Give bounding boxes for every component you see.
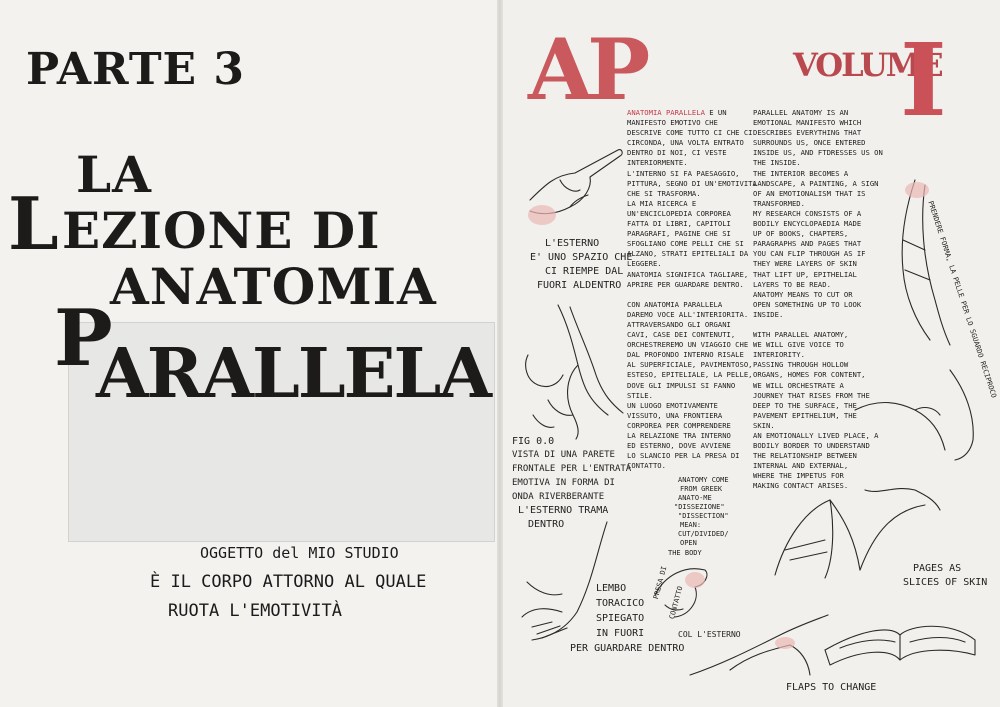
greek-note-5: "DISSECTION" bbox=[678, 512, 729, 520]
presa-note-3: COL L'ESTERNO bbox=[678, 630, 741, 639]
greek-note-3: ANATO-ME bbox=[678, 494, 712, 502]
figure-caption-2: VISTA DI UNA PARETE bbox=[512, 450, 615, 460]
ap-logo: AP bbox=[528, 20, 645, 119]
title-initial-l: L bbox=[8, 181, 60, 266]
pages-note-2: SLICES OF SKIN bbox=[903, 577, 988, 588]
title-line-anatomia: ANATOMIA bbox=[110, 257, 437, 316]
esterno-note-4: FUORI ALDENTRO bbox=[537, 280, 622, 291]
study-note-line-1: OGGETTO del MIO STUDIO bbox=[200, 544, 399, 562]
figure-caption-5: ONDA RIVERBERANTE bbox=[512, 492, 605, 502]
esterno-note-1: L'ESTERNO bbox=[545, 238, 600, 249]
open-book-sketch bbox=[820, 590, 980, 670]
trama-note-2: DENTRO bbox=[528, 519, 565, 530]
esterno-note-2: E' UNO SPAZIO CHE bbox=[530, 252, 633, 263]
greek-note-9: THE BODY bbox=[668, 549, 702, 557]
figure-caption-4: EMOTIVA IN FORMA DI bbox=[512, 478, 615, 488]
lembo-note-1: LEMBO bbox=[596, 583, 627, 594]
title-line-la: LA bbox=[76, 145, 152, 204]
greek-note-2: FROM GREEK bbox=[680, 485, 723, 493]
esterno-note-3: CI RIEMPE DAL bbox=[545, 266, 624, 277]
greek-note-1: ANATOMY COME bbox=[678, 476, 729, 484]
trama-note-1: L'ESTERNO TRAMA bbox=[518, 505, 609, 516]
presa-note-1: PRESA DI bbox=[652, 565, 669, 601]
presa-note-2: CONTATTO bbox=[668, 585, 685, 621]
figure-caption-3: FRONTALE PER L'ENTRATA bbox=[512, 464, 632, 474]
greek-note-6: MEAN: bbox=[680, 521, 702, 529]
greek-note-4: "DISSEZIONE" bbox=[674, 503, 725, 511]
greek-note-7: CUT/DIVIDED/ bbox=[678, 530, 729, 538]
flaps-note: FLAPS TO CHANGE bbox=[786, 682, 877, 693]
italian-text-column bbox=[627, 108, 757, 471]
part-heading: PARTE 3 bbox=[26, 44, 246, 95]
greek-note-8: OPEN bbox=[680, 539, 697, 547]
volume-numeral: I bbox=[900, 21, 947, 139]
lembo-note-2: TORACICO bbox=[596, 598, 645, 609]
vertical-skin-note: PRENDERE FORMA, LA PELLE PER LO SGUARDO RECIPROCO bbox=[926, 200, 998, 399]
figure-caption-1: FIG 0.0 bbox=[512, 436, 555, 447]
study-note-line-3: RUOTA L'EMOTIVITÀ bbox=[168, 601, 342, 621]
lembo-note-3: SPIEGATO bbox=[596, 613, 645, 624]
wall-hands-sketch bbox=[518, 305, 628, 440]
lembo-note-5: PER GUARDARE DENTRO bbox=[570, 643, 685, 654]
pointing-hand-sketch bbox=[530, 145, 630, 235]
title-initial-p: P bbox=[54, 293, 114, 384]
pages-note-1: PAGES AS bbox=[913, 563, 962, 574]
flap-hands-sketch bbox=[690, 615, 830, 685]
lembo-note-4: IN FUORI bbox=[596, 628, 645, 639]
title-line-parallela: ARALLELA bbox=[96, 334, 491, 414]
volume-label: VOLUME bbox=[793, 46, 942, 84]
hand-holding-flap-sketch bbox=[855, 370, 985, 460]
study-note-line-2: È IL CORPO ATTORNO AL QUALE bbox=[150, 572, 427, 592]
english-text-column: PARALLEL ANATOMY IS AN EMOTIONAL MANIFESTO WHICH DESCRIBES EVERYTHING THAT SURROUNDS US, ONCE ENTERED INSIDE US, AND FTDRESSES US ON THE INSIDE. THE INTERIOR BECOMES A LANDSCAPE, A PAINTING, A SIGN OF AN EMOTIONALISM THAT IS TRANSFORMED. MY RESEARCH CONSISTS OF A BODILY ENCYCLOPAEDIA MADE UP OF BOOKS, CHAPTERS, PARAGRAPHS AND PAGES THAT YOU CAN FLIP THROUGH AS IF THEY WERE LAYERS OF SKIN THAT LIFT UP, EPITHELIAL LAYERS TO BE READ. ANATOMY MEANS TO CUT OR OPEN SOMETHING UP TO LOOK INSIDE. WITH PARALLEL ANATOMY, WE WILL GIVE VOICE TO INTERIORITY. PASSING THROUGH HOLLOW ORGANS, HOMES FOR CONTENT, WE WILL ORCHESTRATE A JOURNEY THAT RISES FROM THE DEEP TO THE SURFACE, THE PAVEMENT EPITHELIUM, THE SKIN. AN EMOTIONALLY LIVED PLACE, A BODILY BORDER TO UNDERSTAND THE RELATIONSHIP BETWEEN INTERNAL AND EXTERNAL, WHERE THE IMPETUS FOR MAKING CONTACT ARISES. bbox=[753, 108, 883, 491]
italian-highlight: ANATOMIA PARALLELA bbox=[627, 108, 705, 117]
title-line-lezione: EZIONE DI bbox=[62, 201, 381, 260]
italian-body: E UN MANIFESTO EMOTIVO CHE DESCRIVE COME TUTTO CI CHE CI CIRCONDA, UNA VOLTA ENTRATO DENTRO DI NOI, CI VESTE INTERIORMENTE. L'INTERNO SI FA PAESAGGIO, PITTURA, SEGNO DI UN'EMOTIVITA CHE SI TRASFORMA. LA MIA RICERCA E UN'ENCICLOPEDIA CORPOREA FATTA DI LIBRI, CAPITOLI PARAGRAFI, PAGINE CHE SI SFOGLIANO COME PELLI CHE SI ALZANO, STRATI EPITELIALI DA LEGGERE. ANATOMIA SIGNIFICA TAGLIARE, APRIRE PER GUARDARE DENTRO. CON ANATOMIA PARALLELA DAREMO VOCE ALL'INTERIORITA. ATTRAVERSANDO GLI ORGANI CAVI, CASE DEI CONTENUTI, ORCHESTREREMO UN VIAGGIO CHE DAL PROFONDO INTERNO RISALE AL SUPERFICIALE, PAVIMENTOSO, ESTESO, EPITELIALE, LA PELLE, DOVE GLI IMPULSI SI FANNO STILE. UN LUOGO EMOTIVAMENTE VISSUTO, UNA FRONTIERA CORPOREA PER COMPRENDERE LA RELAZIONE TRA INTERNO ED ESTERNO, DOVE AVVIENE LO SLANCIO PER LA PRESA DI CONTATTO. bbox=[627, 108, 757, 471]
book-spine bbox=[497, 0, 503, 707]
